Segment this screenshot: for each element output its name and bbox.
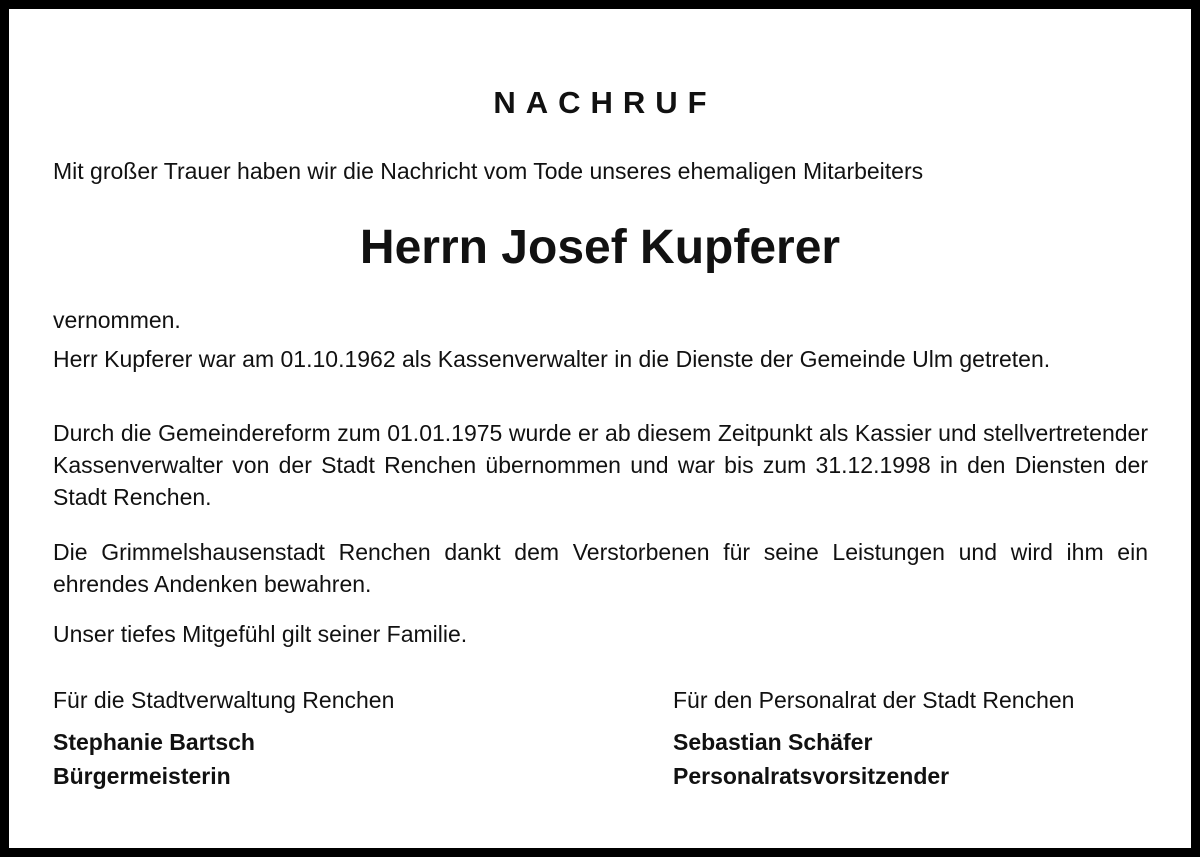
signature-left-title: Bürgermeisterin — [53, 763, 231, 789]
condolence-paragraph: Unser tiefes Mitgefühl gilt seiner Familie. — [53, 621, 468, 647]
signature-right — [673, 683, 1074, 793]
after-name-text: vernommen. — [53, 307, 181, 333]
notice-heading: NACHRUF — [493, 85, 717, 120]
reform-paragraph: Durch die Gemeindereform zum 01.01.1975 wurde er ab diesem Zeitpunkt als Kassier und stellvertretender Kassenverwalter von der Stadt Renchen übernommen und war bis zum 31.12.1998 in den Diensten der Stadt Renchen. — [53, 420, 1148, 510]
signature-left-org: Für die Stadtverwaltung Renchen — [53, 687, 395, 713]
signature-left-name: Stephanie Bartsch — [53, 729, 255, 755]
signature-left — [53, 683, 394, 793]
thanks-paragraph: Die Grimmelshausenstadt Renchen dankt dem Verstorbenen für seine Leistungen und wird ihm ein ehrendes Andenken bewahren. — [53, 539, 1148, 597]
deceased-name: Herrn Josef Kupferer — [359, 221, 841, 274]
service-paragraph: Herr Kupferer war am 01.10.1962 als Kassenverwalter in die Dienste der Gemeinde Ulm getreten. — [53, 346, 1051, 372]
intro-text: Mit großer Trauer haben wir die Nachricht vom Tode unseres ehemaligen Mitarbeiters — [53, 158, 924, 184]
signature-right-title: Personalratsvorsitzender — [673, 763, 950, 789]
signature-right-name: Sebastian Schäfer — [673, 729, 873, 755]
signature-right-org: Für den Personalrat der Stadt Renchen — [673, 687, 1075, 713]
